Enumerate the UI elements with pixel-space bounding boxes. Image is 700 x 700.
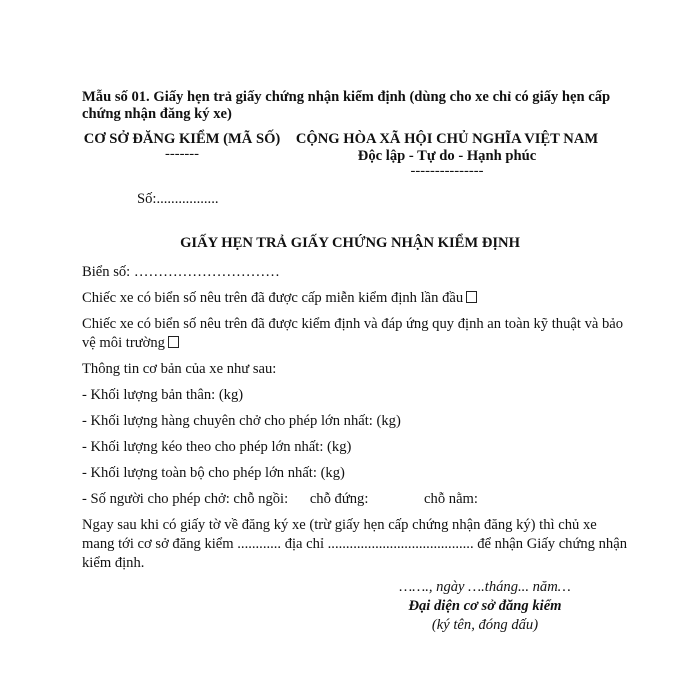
- document-body: [82, 263, 627, 573]
- signature-block: [370, 578, 600, 635]
- mass-tow-line: - Khối lượng kéo theo cho phép lớn nhất: (kg): [82, 439, 352, 455]
- exempt-checkbox[interactable]: [466, 291, 477, 303]
- closing-paragraph: Ngay sau khi có giấy tờ về đăng ký xe (trừ giấy hẹn cấp chứng nhận đăng ký) thì chủ xe mang tới cơ sở đăng kiểm ............ địa chỉ ........................................ để nhận Giấy chứng nhận kiểm định.: [82, 517, 627, 571]
- document-heading: GIẤY HẸN TRẢ GIẤY CHỨNG NHẬN KIỂM ĐỊNH: [180, 235, 520, 251]
- standing-label: chỗ đứng:: [309, 491, 369, 507]
- seats-line: [82, 490, 627, 509]
- mass-cargo-line: - Khối lượng hàng chuyên chở cho phép lớn nhất: (kg): [82, 413, 401, 429]
- republic-header: [282, 131, 612, 178]
- signer-note: (ký tên, đóng dấu): [431, 617, 539, 633]
- plate-line: Biển số: …………………………: [82, 264, 280, 280]
- mass-total-line: - Khối lượng toàn bộ cho phép lớn nhất: (kg): [82, 465, 345, 481]
- motto: Độc lập - Tự do - Hạnh phúc: [357, 148, 537, 164]
- inspected-line: Chiếc xe có biển số nêu trên đã được kiểm định và đáp ứng quy định an toàn kỹ thuật và bảo vệ môi trường: [82, 316, 624, 351]
- motto-dash: ---------------: [410, 163, 484, 179]
- mass-own-line: - Khối lượng bản thân: (kg): [82, 387, 244, 403]
- form-title: Mẫu số 01. Giấy hẹn trả giấy chứng nhận kiểm định (dùng cho xe chỉ có giấy hẹn cấp chứng nhận đăng ký xe): [82, 89, 611, 122]
- lying-label: chỗ nằm:: [424, 491, 478, 507]
- exempt-line: Chiếc xe có biển số nêu trên đã được cấp miễn kiểm định lần đầu: [82, 289, 627, 308]
- org-dash: -------: [164, 146, 200, 162]
- republic-name: CỘNG HÒA XÃ HỘI CHỦ NGHĨA VIỆT NAM: [295, 131, 599, 147]
- org-name: CƠ SỞ ĐĂNG KIỂM (MÃ SỐ): [83, 131, 281, 147]
- signer-title: Đại diện cơ sở đăng kiểm: [408, 598, 562, 614]
- info-intro: Thông tin cơ bản của xe như sau:: [82, 361, 277, 377]
- seats-label: - Số người cho phép chở: chỗ ngồi:: [82, 491, 289, 507]
- document-number: Số:.................: [137, 191, 219, 207]
- date-line: ……., ngày ….tháng... năm…: [399, 579, 571, 595]
- org-header: [82, 131, 282, 161]
- inspected-checkbox[interactable]: [168, 336, 179, 348]
